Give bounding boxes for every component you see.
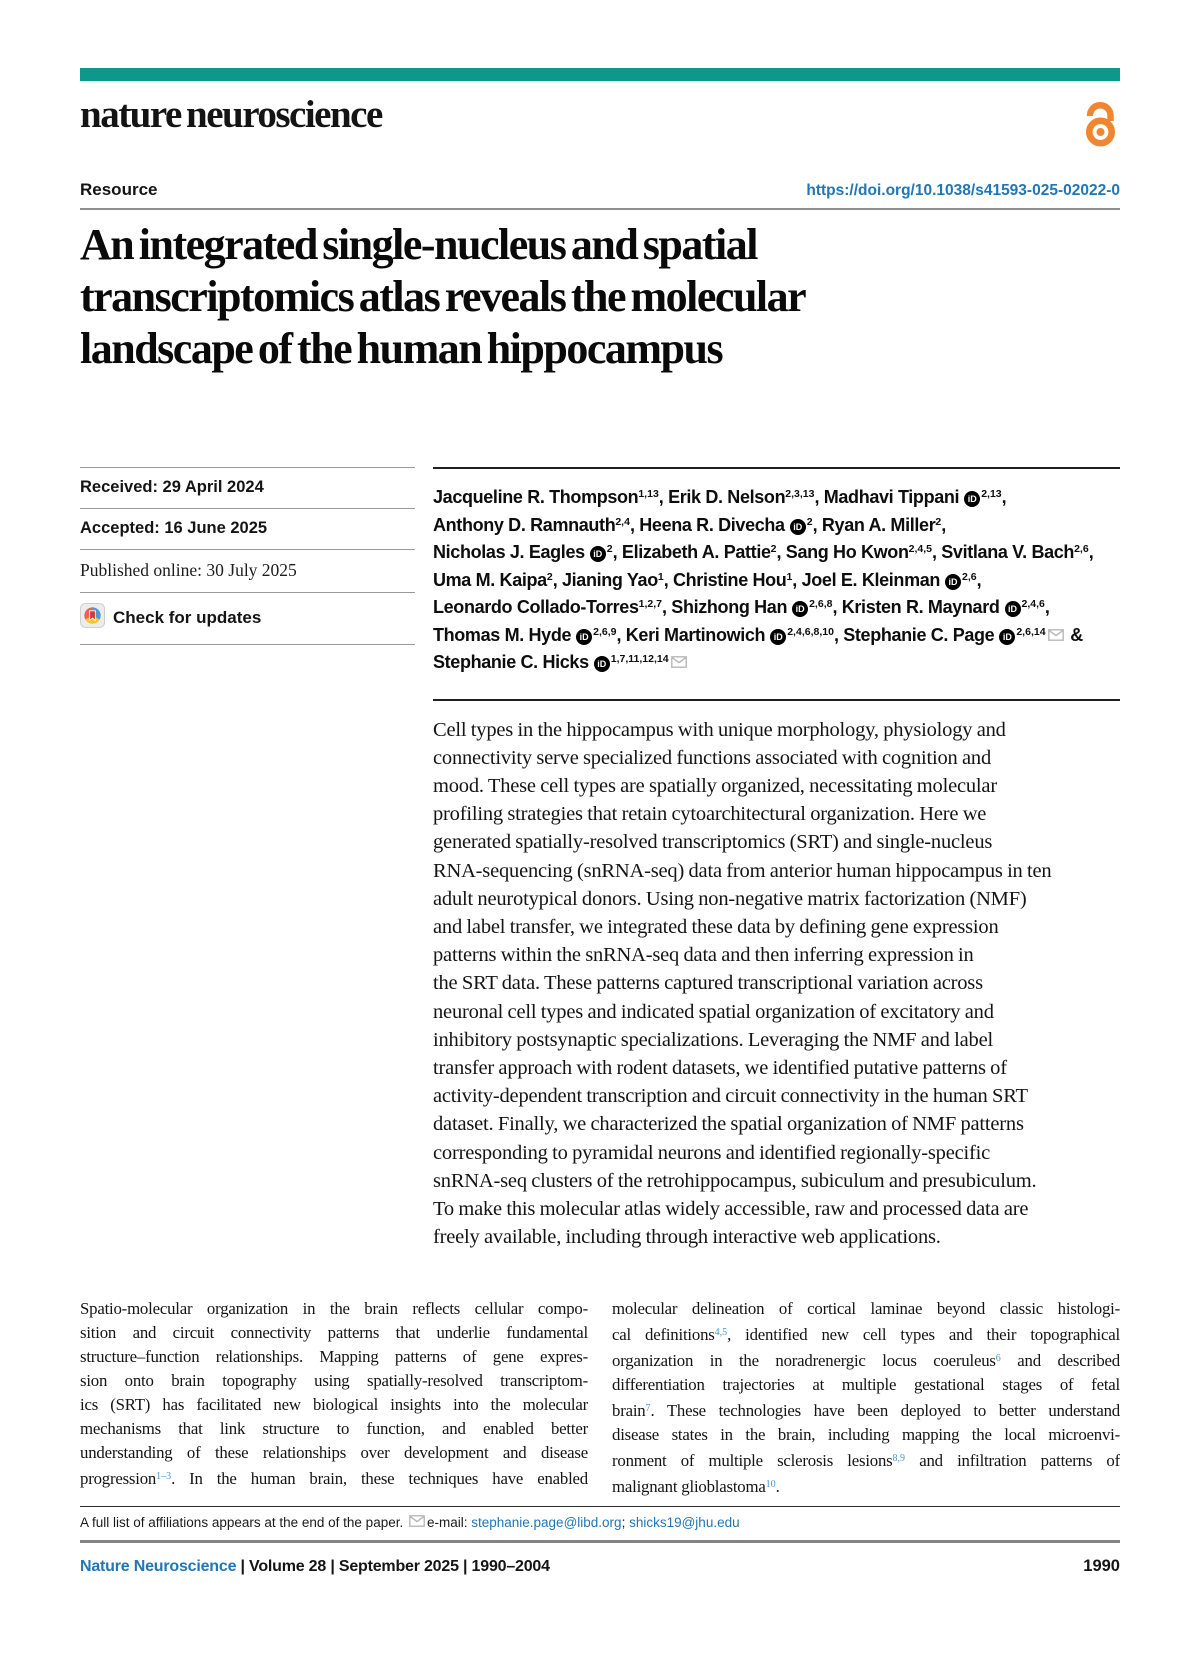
citation-reference[interactable]: 1–3 xyxy=(156,1471,172,1483)
footer-journal-line xyxy=(80,1558,550,1576)
authors-block xyxy=(433,467,1120,675)
text: , Elizabeth A. Pattie xyxy=(612,542,771,562)
text: ; xyxy=(621,1515,630,1531)
text: progression xyxy=(80,1469,157,1489)
journal-logo: nature neuroscience xyxy=(80,93,382,136)
body-text-line xyxy=(612,1397,1120,1423)
text: , Jianing Yao xyxy=(552,569,658,590)
author-line xyxy=(433,592,1120,620)
orcid-icon[interactable]: iD xyxy=(945,574,961,590)
article-title xyxy=(80,219,1120,375)
citation-reference[interactable]: 8,9 xyxy=(892,1453,906,1465)
body-text-line xyxy=(612,1347,1120,1373)
abstract-line: snRNA-seq clusters of the retrohippocampus, subiculum and presubiculum. xyxy=(433,1169,1037,1192)
check-for-updates-label: Check for updates xyxy=(113,608,262,627)
email-envelope-icon[interactable] xyxy=(671,650,687,675)
text: and infiltration patterns of xyxy=(905,1451,1120,1471)
affiliation-superscript: 2,6 xyxy=(962,570,977,583)
text: structure–function relationships. Mapping patterns of gene expres- xyxy=(80,1347,588,1367)
affiliation-superscript: 2,13 xyxy=(981,488,1002,500)
text: Spatio-molecular organization in the brain reflects cellular compo- xyxy=(80,1299,588,1319)
abstract-line: To make this molecular atlas widely accessible, raw and processed data are xyxy=(433,1197,1029,1220)
journal-accent-bar xyxy=(80,68,1120,81)
affiliation-superscript: 2 xyxy=(606,543,613,555)
text: , xyxy=(941,514,946,535)
accepted-date: Accepted: 16 June 2025 xyxy=(80,508,415,549)
text: , Keri Martinowich xyxy=(616,624,766,645)
text: , Madhavi Tippani xyxy=(814,487,960,507)
open-access-icon xyxy=(1080,97,1120,152)
affiliation-superscript: 2,4,6,8,10 xyxy=(787,625,834,638)
body-text-line xyxy=(80,1345,588,1369)
email-link[interactable]: stephanie.page@libd.org xyxy=(471,1515,622,1531)
intro-left-column xyxy=(80,1297,588,1499)
text: Stephanie C. Hicks xyxy=(433,652,589,672)
text: , Sang Ho Kwon xyxy=(776,542,909,562)
affiliation-superscript: 1 xyxy=(657,570,664,583)
article-title-line: transcriptomics atlas reveals the molecular xyxy=(80,272,806,321)
affiliation-superscript: 2 xyxy=(770,543,777,555)
article-type-label: Resource xyxy=(80,180,158,199)
citation-reference[interactable]: 10 xyxy=(765,1479,776,1491)
orcid-icon[interactable]: iD xyxy=(594,656,610,672)
text: , identified new cell types and their topographical xyxy=(727,1325,1120,1345)
author-line xyxy=(433,510,1120,538)
affiliation-superscript: 2 xyxy=(546,570,553,583)
abstract-line: connectivity serve specialized functions associated with cognition and xyxy=(433,746,992,769)
body-text-line xyxy=(612,1423,1120,1447)
text: molecular delineation of cortical laminae beyond classic histologi- xyxy=(612,1299,1120,1319)
text: mechanisms that link structure to function, and enabled better xyxy=(80,1419,588,1439)
text: Anthony D. Ramnauth xyxy=(433,514,616,535)
email-envelope-icon[interactable] xyxy=(409,1515,425,1530)
orcid-icon[interactable]: iD xyxy=(576,629,592,645)
affiliation-superscript: 2 xyxy=(806,515,813,528)
text: & xyxy=(1065,624,1083,645)
text: . These technologies have been deployed to better understand xyxy=(650,1401,1120,1421)
text: brain xyxy=(612,1401,646,1421)
text: Nicholas J. Eagles xyxy=(433,542,585,562)
affiliation-superscript: 1,2,7 xyxy=(638,598,662,610)
email-link[interactable]: shicks19@jhu.edu xyxy=(629,1515,740,1531)
text: , Stephanie C. Page xyxy=(833,624,995,645)
abstract-line: adult neurotypical donors. Using non-negative matrix factorization (NMF) xyxy=(433,887,1027,910)
affiliation-superscript: 2,6,14 xyxy=(1016,625,1046,638)
text: , Joel E. Kleinman xyxy=(792,569,941,590)
abstract-line: Cell types in the hippocampus with unique morphology, physiology and xyxy=(433,718,1006,741)
text: Thomas M. Hyde xyxy=(433,624,572,645)
text: Leonardo Collado-Torres xyxy=(433,597,639,617)
affiliation-superscript: 2,4,5 xyxy=(908,543,932,555)
orcid-icon[interactable]: iD xyxy=(1005,601,1021,617)
orcid-icon[interactable]: iD xyxy=(792,601,808,617)
author-line xyxy=(433,537,1120,565)
abstract-line: activity-dependent transcription and circuit connectivity in the human SRT xyxy=(433,1085,1028,1108)
abstract-line: freely available, including through interactive web applications. xyxy=(433,1226,941,1249)
affiliation-superscript: 1,7,11,12,14 xyxy=(610,653,669,665)
text: , Erik D. Nelson xyxy=(658,487,786,507)
orcid-icon[interactable]: iD xyxy=(590,546,606,562)
body-text-line xyxy=(80,1297,588,1321)
body-text-line xyxy=(612,1373,1120,1397)
text: , Kristen R. Maynard xyxy=(832,597,1000,617)
email-envelope-icon[interactable] xyxy=(1048,623,1064,648)
text: differentiation trajectories at multiple gestational stages of fetal xyxy=(612,1375,1120,1395)
text: , xyxy=(976,569,982,590)
check-for-updates-button[interactable] xyxy=(80,592,415,645)
orcid-icon[interactable]: iD xyxy=(999,629,1015,645)
affiliation-superscript: 2,4,6 xyxy=(1021,598,1045,610)
author-line xyxy=(433,565,1120,593)
body-text-line xyxy=(80,1369,588,1393)
intro-right-column xyxy=(612,1297,1120,1499)
author-line xyxy=(433,620,1120,648)
text: ics (SRT) has facilitated new biological insights into the molecular xyxy=(80,1395,588,1415)
body-text-line xyxy=(80,1441,588,1465)
doi-link[interactable]: https://doi.org/10.1038/s41593-025-02022-0 xyxy=(806,182,1120,199)
abstract-line: generated spatially-resolved transcriptomics (SRT) and single-nucleus xyxy=(433,831,993,854)
author-line xyxy=(433,647,1120,675)
article-title-line: An integrated single-nucleus and spatial xyxy=(80,220,757,269)
text: , Heena R. Divecha xyxy=(629,514,785,535)
abstract-line: mood. These cell types are spatially organized, necessitating molecular xyxy=(433,774,997,797)
article-meta-column xyxy=(80,467,415,645)
text: organization in the noradrenergic locus coeruleus xyxy=(612,1351,996,1371)
affiliation-superscript: 2,6 xyxy=(1074,543,1089,555)
abstract-line: neuronal cell types and indicated spatial organization of excitatory and xyxy=(433,1000,994,1023)
abstract-line: corresponding to pyramidal neurons and identified regionally-specific xyxy=(433,1141,991,1164)
body-text-line xyxy=(612,1473,1120,1499)
body-text-line xyxy=(612,1447,1120,1473)
text: sion onto brain topography using spatially-resolved transcriptom- xyxy=(80,1371,588,1391)
text: malignant glioblastoma xyxy=(612,1477,766,1497)
affiliation-superscript: 2 xyxy=(935,515,942,528)
text: Jacqueline R. Thompson xyxy=(433,487,639,507)
text: understanding of these relationships over development and disease xyxy=(80,1443,588,1463)
body-text-line xyxy=(80,1417,588,1441)
author-line xyxy=(433,482,1120,510)
text: , Shizhong Han xyxy=(662,597,788,617)
body-text-line xyxy=(80,1321,588,1345)
crossmark-icon xyxy=(80,603,105,633)
text: e-mail: xyxy=(426,1515,472,1531)
text: , Ryan A. Miller xyxy=(812,514,936,535)
citation-reference[interactable]: 6 xyxy=(995,1353,1001,1365)
citation-reference[interactable]: 7 xyxy=(645,1403,651,1415)
text: . In the human brain, these techniques have enabled xyxy=(171,1469,588,1489)
text: , xyxy=(1044,597,1050,617)
journal-home-link[interactable]: Nature Neuroscience xyxy=(80,1558,237,1576)
journal-header xyxy=(80,91,1120,147)
body-text-line xyxy=(612,1297,1120,1321)
body-text-line xyxy=(80,1393,588,1417)
orcid-icon[interactable]: iD xyxy=(964,491,980,507)
text: . xyxy=(775,1477,780,1497)
affiliation-superscript: 1 xyxy=(786,570,793,583)
affiliations-note xyxy=(80,1507,1120,1540)
orcid-icon[interactable]: iD xyxy=(790,519,806,535)
abstract-line: transfer approach with rodent datasets, we identified putative patterns of xyxy=(433,1056,1007,1079)
orcid-icon[interactable]: iD xyxy=(770,629,786,645)
abstract-line: the SRT data. These patterns captured transcriptional variation across xyxy=(433,972,983,995)
text: , xyxy=(1001,487,1007,507)
text: cal definitions xyxy=(612,1325,715,1345)
affiliation-superscript: 2,6,8 xyxy=(809,598,833,610)
abstract-line: patterns within the snRNA-seq data and then inferring expression in xyxy=(433,944,974,967)
abstract-line: profiling strategies that retain cytoarchitectural organization. Here we xyxy=(433,803,987,826)
article-title-line: landscape of the human hippocampus xyxy=(80,324,723,373)
affiliation-superscript: 1,13 xyxy=(638,488,659,500)
text: ronment of multiple sclerosis lesions xyxy=(612,1451,893,1471)
divider xyxy=(80,1540,1120,1543)
text: , xyxy=(1088,542,1094,562)
text: and described xyxy=(1000,1351,1120,1371)
body-text-line xyxy=(612,1321,1120,1347)
text: Uma M. Kaipa xyxy=(433,569,547,590)
abstract xyxy=(433,699,1120,1252)
text: disease states in the brain, including mapping the local microenvi- xyxy=(612,1425,1120,1445)
page-number: 1990 xyxy=(1083,1557,1120,1576)
abstract-line: dataset. Finally, we characterized the spatial organization of NMF patterns xyxy=(433,1113,1024,1136)
text: , Svitlana V. Bach xyxy=(931,542,1075,562)
affiliation-superscript: 2,6,9 xyxy=(593,625,617,638)
abstract-line: and label transfer, we integrated these data by defining gene expression xyxy=(433,915,999,938)
text: , Christine Hou xyxy=(663,569,787,590)
published-date: Published online: 30 July 2025 xyxy=(80,549,415,592)
affiliation-superscript: 2,4 xyxy=(615,515,630,528)
citation-reference[interactable]: 4,5 xyxy=(714,1327,728,1339)
abstract-line: inhibitory postsynaptic specializations. Leveraging the NMF and label xyxy=(433,1028,993,1051)
divider xyxy=(80,208,1120,210)
received-date: Received: 29 April 2024 xyxy=(80,467,415,508)
volume-issue-pages: | Volume 28 | September 2025 | 1990–2004 xyxy=(236,1558,550,1576)
abstract-line: RNA-sequencing (snRNA-seq) data from anterior human hippocampus in ten xyxy=(433,859,1052,882)
affiliation-superscript: 2,3,13 xyxy=(785,488,815,500)
text: sition and circuit connectivity patterns that underlie fundamental xyxy=(80,1323,588,1343)
text: A full list of affiliations appears at the end of the paper. xyxy=(80,1515,407,1531)
body-text-line xyxy=(80,1465,588,1491)
